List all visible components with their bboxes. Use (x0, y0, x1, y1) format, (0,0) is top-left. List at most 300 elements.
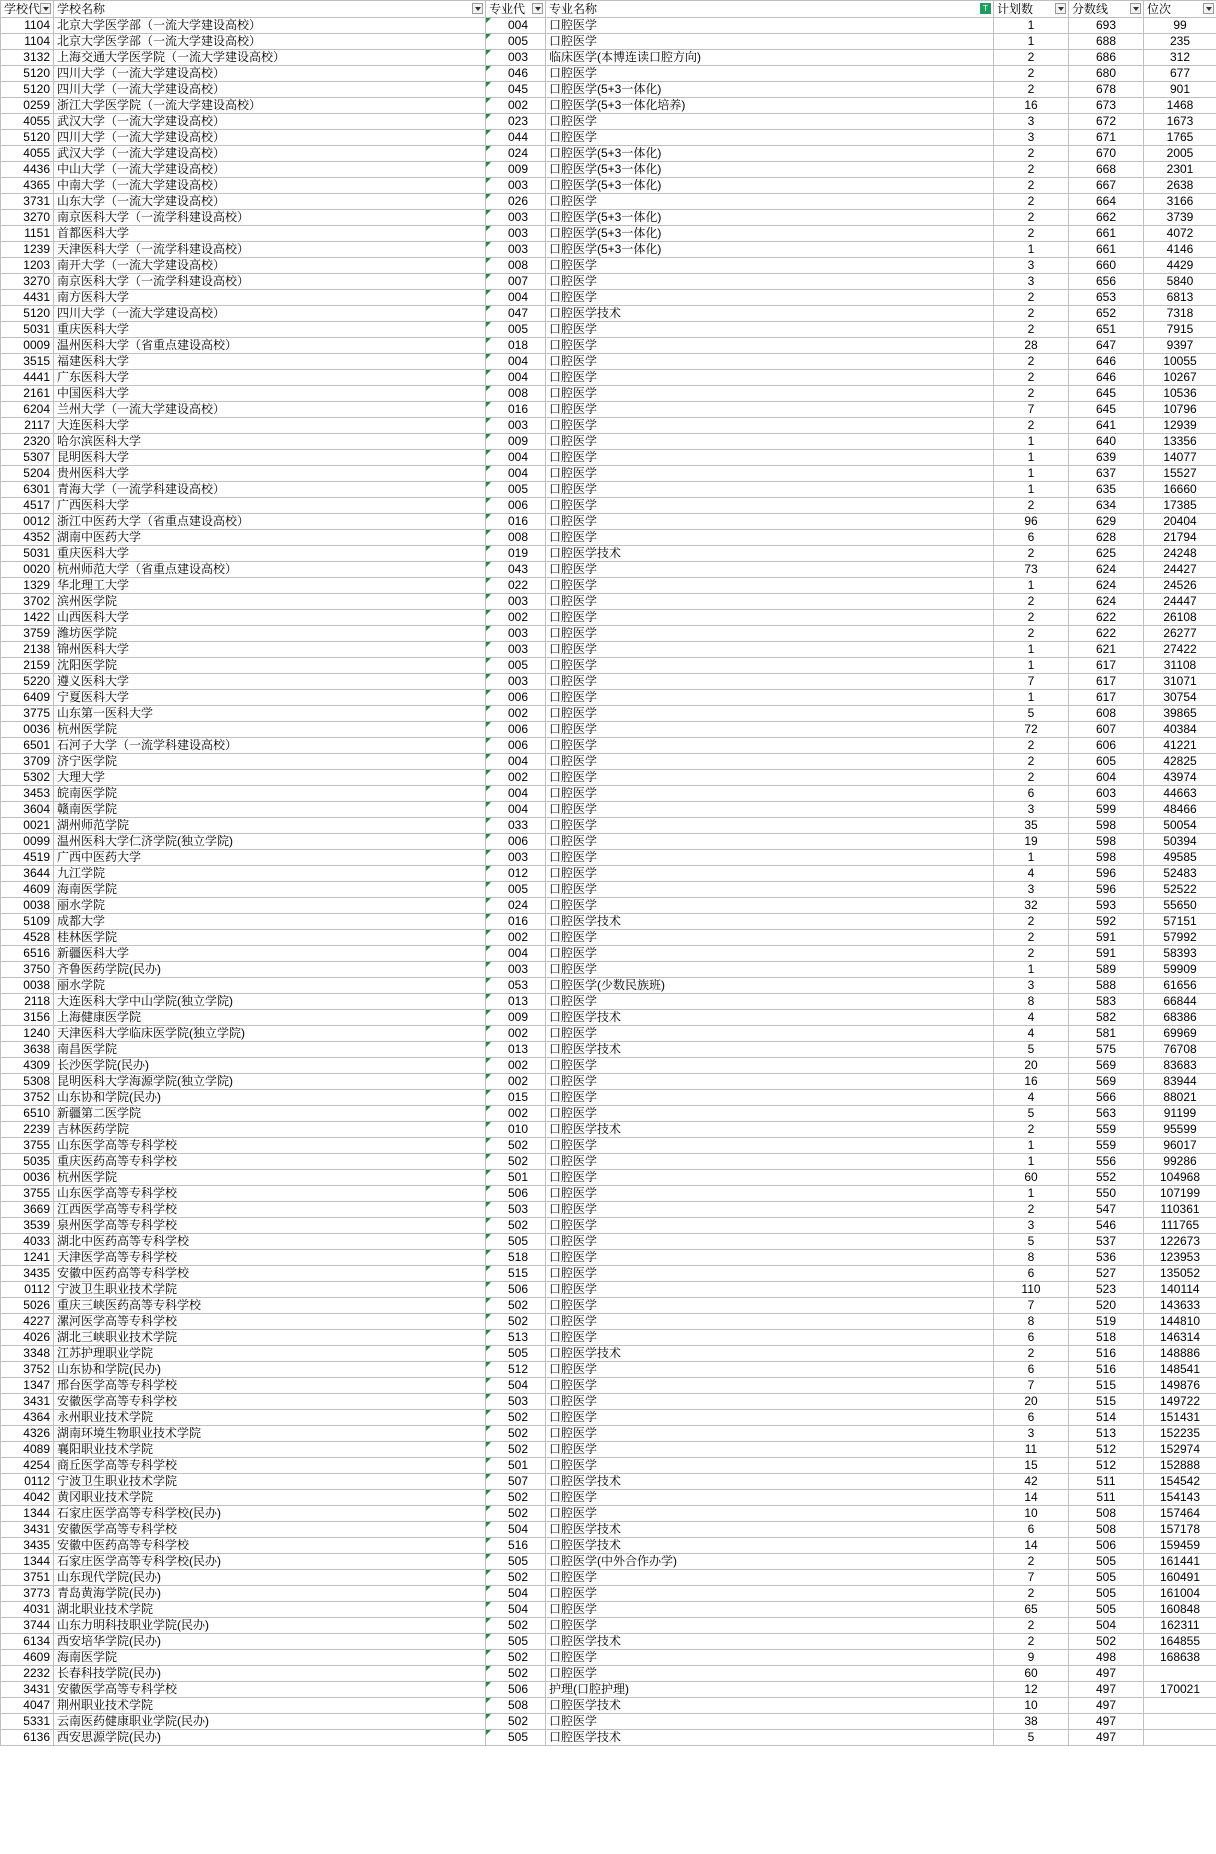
score-line-cell[interactable]: 511 (1069, 1490, 1144, 1506)
plan-count-cell[interactable]: 20 (994, 1394, 1069, 1410)
major-name-cell[interactable]: 护理(口腔护理) (546, 1682, 994, 1698)
plan-count-cell[interactable]: 4 (994, 1026, 1069, 1042)
major-name-cell[interactable]: 口腔医学 (546, 66, 994, 82)
score-line-cell[interactable]: 504 (1069, 1618, 1144, 1634)
rank-cell[interactable]: 50394 (1144, 834, 1216, 850)
major-code-cell[interactable]: 502 (486, 1714, 546, 1730)
plan-count-cell[interactable]: 1 (994, 962, 1069, 978)
major-code-cell[interactable]: 005 (486, 482, 546, 498)
major-name-cell[interactable]: 口腔医学 (546, 418, 994, 434)
school-name-cell[interactable]: 山东力明科技职业学院(民办) (54, 1618, 486, 1634)
rank-cell[interactable]: 61656 (1144, 978, 1216, 994)
school-name-cell[interactable]: 大连医科大学 (54, 418, 486, 434)
score-line-cell[interactable]: 634 (1069, 498, 1144, 514)
major-name-cell[interactable]: 口腔医学技术 (546, 1122, 994, 1138)
rank-cell[interactable]: 99286 (1144, 1154, 1216, 1170)
plan-count-cell[interactable]: 9 (994, 1650, 1069, 1666)
major-name-cell[interactable]: 口腔医学 (546, 1058, 994, 1074)
score-line-cell[interactable]: 693 (1069, 18, 1144, 34)
rank-cell[interactable]: 10267 (1144, 370, 1216, 386)
score-line-cell[interactable]: 647 (1069, 338, 1144, 354)
school-code-cell[interactable]: 0038 (1, 898, 54, 914)
plan-count-cell[interactable]: 1 (994, 1186, 1069, 1202)
major-code-cell[interactable]: 003 (486, 50, 546, 66)
plan-count-cell[interactable]: 72 (994, 722, 1069, 738)
major-name-cell[interactable]: 口腔医学 (546, 194, 994, 210)
school-name-cell[interactable]: 宁波卫生职业技术学院 (54, 1474, 486, 1490)
plan-count-cell[interactable]: 6 (994, 786, 1069, 802)
plan-count-cell[interactable]: 5 (994, 1106, 1069, 1122)
school-name-cell[interactable]: 山东医学高等专科学校 (54, 1138, 486, 1154)
school-code-cell[interactable]: 4431 (1, 290, 54, 306)
plan-count-cell[interactable]: 6 (994, 530, 1069, 546)
major-code-cell[interactable]: 003 (486, 850, 546, 866)
plan-count-cell[interactable]: 6 (994, 1410, 1069, 1426)
school-code-cell[interactable]: 2161 (1, 386, 54, 402)
major-code-cell[interactable]: 012 (486, 866, 546, 882)
school-name-cell[interactable]: 杭州医学院 (54, 722, 486, 738)
school-name-cell[interactable]: 上海健康医学院 (54, 1010, 486, 1026)
plan-count-cell[interactable]: 38 (994, 1714, 1069, 1730)
rank-cell[interactable]: 31108 (1144, 658, 1216, 674)
school-code-cell[interactable]: 1240 (1, 1026, 54, 1042)
school-code-cell[interactable]: 5120 (1, 66, 54, 82)
plan-count-cell[interactable]: 28 (994, 338, 1069, 354)
rank-cell[interactable]: 901 (1144, 82, 1216, 98)
school-name-cell[interactable]: 兰州大学（一流大学建设高校） (54, 402, 486, 418)
school-name-cell[interactable]: 中南大学（一流大学建设高校） (54, 178, 486, 194)
score-line-cell[interactable]: 672 (1069, 114, 1144, 130)
score-line-cell[interactable]: 651 (1069, 322, 1144, 338)
plan-count-cell[interactable]: 7 (994, 1378, 1069, 1394)
plan-count-cell[interactable]: 2 (994, 418, 1069, 434)
school-name-cell[interactable]: 北京大学医学部（一流大学建设高校） (54, 18, 486, 34)
score-line-cell[interactable]: 660 (1069, 258, 1144, 274)
school-name-cell[interactable]: 大理大学 (54, 770, 486, 786)
major-code-cell[interactable]: 505 (486, 1730, 546, 1746)
school-code-cell[interactable]: 1104 (1, 18, 54, 34)
school-code-cell[interactable]: 3752 (1, 1090, 54, 1106)
major-name-cell[interactable]: 口腔医学 (546, 1282, 994, 1298)
school-code-cell[interactable]: 3431 (1, 1394, 54, 1410)
major-name-cell[interactable]: 口腔医学 (546, 1378, 994, 1394)
plan-count-cell[interactable]: 20 (994, 1058, 1069, 1074)
score-line-cell[interactable]: 516 (1069, 1362, 1144, 1378)
plan-count-cell[interactable]: 2 (994, 178, 1069, 194)
school-name-cell[interactable]: 山东现代学院(民办) (54, 1570, 486, 1586)
school-name-cell[interactable]: 皖南医学院 (54, 786, 486, 802)
major-name-cell[interactable]: 口腔医学 (546, 898, 994, 914)
major-code-cell[interactable]: 502 (486, 1506, 546, 1522)
school-name-cell[interactable]: 湖州师范学院 (54, 818, 486, 834)
score-line-cell[interactable]: 598 (1069, 834, 1144, 850)
plan-count-cell[interactable]: 16 (994, 1074, 1069, 1090)
major-code-cell[interactable]: 023 (486, 114, 546, 130)
rank-cell[interactable]: 152888 (1144, 1458, 1216, 1474)
filter-dropdown-icon[interactable] (1055, 3, 1066, 14)
major-name-cell[interactable]: 口腔医学(5+3一体化) (546, 226, 994, 242)
plan-count-cell[interactable]: 8 (994, 994, 1069, 1010)
plan-count-cell[interactable]: 3 (994, 114, 1069, 130)
school-code-cell[interactable]: 3669 (1, 1202, 54, 1218)
rank-cell[interactable]: 152974 (1144, 1442, 1216, 1458)
major-name-cell[interactable]: 口腔医学 (546, 1330, 994, 1346)
rank-cell[interactable]: 152235 (1144, 1426, 1216, 1442)
major-code-cell[interactable]: 503 (486, 1202, 546, 1218)
school-code-cell[interactable]: 0099 (1, 834, 54, 850)
rank-cell[interactable]: 31071 (1144, 674, 1216, 690)
major-name-cell[interactable]: 口腔医学 (546, 818, 994, 834)
major-name-cell[interactable]: 口腔医学 (546, 770, 994, 786)
rank-cell[interactable]: 162311 (1144, 1618, 1216, 1634)
school-code-cell[interactable]: 4089 (1, 1442, 54, 1458)
plan-count-cell[interactable]: 2 (994, 1202, 1069, 1218)
major-code-cell[interactable]: 002 (486, 706, 546, 722)
major-code-cell[interactable]: 007 (486, 274, 546, 290)
major-name-cell[interactable]: 口腔医学 (546, 738, 994, 754)
school-name-cell[interactable]: 南昌医学院 (54, 1042, 486, 1058)
plan-count-cell[interactable]: 2 (994, 1586, 1069, 1602)
plan-count-cell[interactable]: 15 (994, 1458, 1069, 1474)
school-code-cell[interactable]: 4517 (1, 498, 54, 514)
plan-count-cell[interactable]: 5 (994, 1730, 1069, 1746)
major-name-cell[interactable]: 口腔医学 (546, 1090, 994, 1106)
major-code-cell[interactable]: 005 (486, 34, 546, 50)
school-name-cell[interactable]: 山东医学高等专科学校 (54, 1186, 486, 1202)
score-line-cell[interactable]: 589 (1069, 962, 1144, 978)
school-name-cell[interactable]: 赣南医学院 (54, 802, 486, 818)
score-line-cell[interactable]: 599 (1069, 802, 1144, 818)
school-code-cell[interactable]: 4326 (1, 1426, 54, 1442)
school-code-cell[interactable]: 3644 (1, 866, 54, 882)
score-line-cell[interactable]: 569 (1069, 1074, 1144, 1090)
major-name-cell[interactable]: 口腔医学(5+3一体化) (546, 82, 994, 98)
filter-dropdown-icon[interactable] (472, 3, 483, 14)
rank-cell[interactable]: 27422 (1144, 642, 1216, 658)
major-code-cell[interactable]: 046 (486, 66, 546, 82)
school-code-cell[interactable]: 4364 (1, 1410, 54, 1426)
rank-cell[interactable]: 148541 (1144, 1362, 1216, 1378)
rank-cell[interactable]: 2005 (1144, 146, 1216, 162)
major-name-cell[interactable]: 口腔医学 (546, 722, 994, 738)
plan-count-cell[interactable]: 1 (994, 450, 1069, 466)
school-code-cell[interactable]: 5026 (1, 1298, 54, 1314)
score-line-cell[interactable]: 668 (1069, 162, 1144, 178)
plan-count-cell[interactable]: 2 (994, 386, 1069, 402)
school-name-cell[interactable]: 泉州医学高等专科学校 (54, 1218, 486, 1234)
school-name-cell[interactable]: 武汉大学（一流大学建设高校） (54, 146, 486, 162)
school-name-cell[interactable]: 齐鲁医药学院(民办) (54, 962, 486, 978)
school-name-cell[interactable]: 江西医学高等专科学校 (54, 1202, 486, 1218)
rank-cell[interactable]: 88021 (1144, 1090, 1216, 1106)
rank-cell[interactable]: 104968 (1144, 1170, 1216, 1186)
score-line-cell[interactable]: 583 (1069, 994, 1144, 1010)
rank-cell[interactable]: 154542 (1144, 1474, 1216, 1490)
school-code-cell[interactable]: 2239 (1, 1122, 54, 1138)
major-code-cell[interactable]: 508 (486, 1698, 546, 1714)
rank-cell[interactable]: 49585 (1144, 850, 1216, 866)
score-line-cell[interactable]: 514 (1069, 1410, 1144, 1426)
major-code-cell[interactable]: 002 (486, 770, 546, 786)
school-name-cell[interactable]: 浙江中医药大学（省重点建设高校） (54, 514, 486, 530)
major-name-cell[interactable]: 口腔医学 (546, 850, 994, 866)
school-code-cell[interactable]: 4042 (1, 1490, 54, 1506)
rank-cell[interactable]: 44663 (1144, 786, 1216, 802)
rank-cell[interactable]: 144810 (1144, 1314, 1216, 1330)
school-name-cell[interactable]: 漯河医学高等专科学校 (54, 1314, 486, 1330)
major-name-cell[interactable]: 口腔医学 (546, 1602, 994, 1618)
major-code-cell[interactable]: 003 (486, 178, 546, 194)
school-name-cell[interactable]: 天津医科大学临床医学院(独立学院) (54, 1026, 486, 1042)
plan-count-cell[interactable]: 2 (994, 914, 1069, 930)
major-name-cell[interactable]: 口腔医学 (546, 1250, 994, 1266)
plan-count-cell[interactable]: 2 (994, 770, 1069, 786)
school-name-cell[interactable]: 华北理工大学 (54, 578, 486, 594)
school-code-cell[interactable]: 2117 (1, 418, 54, 434)
rank-cell[interactable]: 24427 (1144, 562, 1216, 578)
school-code-cell[interactable]: 3539 (1, 1218, 54, 1234)
plan-count-cell[interactable]: 2 (994, 194, 1069, 210)
plan-count-cell[interactable]: 3 (994, 802, 1069, 818)
major-name-cell[interactable]: 口腔医学 (546, 434, 994, 450)
school-name-cell[interactable]: 丽水学院 (54, 978, 486, 994)
score-line-cell[interactable]: 552 (1069, 1170, 1144, 1186)
score-line-cell[interactable]: 646 (1069, 370, 1144, 386)
plan-count-cell[interactable]: 3 (994, 978, 1069, 994)
plan-count-cell[interactable]: 2 (994, 146, 1069, 162)
school-name-cell[interactable]: 天津医科大学（一流学科建设高校） (54, 242, 486, 258)
school-code-cell[interactable]: 1344 (1, 1506, 54, 1522)
school-name-cell[interactable]: 锦州医科大学 (54, 642, 486, 658)
filter-dropdown-icon[interactable] (532, 3, 543, 14)
school-name-cell[interactable]: 重庆医科大学 (54, 322, 486, 338)
rank-cell[interactable] (1144, 1666, 1216, 1682)
school-name-cell[interactable]: 四川大学（一流大学建设高校） (54, 66, 486, 82)
rank-cell[interactable]: 4072 (1144, 226, 1216, 242)
major-name-cell[interactable]: 口腔医学 (546, 1586, 994, 1602)
school-code-cell[interactable]: 4528 (1, 930, 54, 946)
major-name-cell[interactable]: 口腔医学 (546, 322, 994, 338)
major-code-cell[interactable]: 506 (486, 1682, 546, 1698)
major-code-cell[interactable]: 002 (486, 98, 546, 114)
major-name-cell[interactable]: 口腔医学技术 (546, 1730, 994, 1746)
major-code-cell[interactable]: 502 (486, 1154, 546, 1170)
rank-cell[interactable]: 10796 (1144, 402, 1216, 418)
school-code-cell[interactable]: 1241 (1, 1250, 54, 1266)
school-code-cell[interactable]: 6510 (1, 1106, 54, 1122)
major-name-cell[interactable]: 口腔医学 (546, 1394, 994, 1410)
score-line-cell[interactable]: 598 (1069, 818, 1144, 834)
rank-cell[interactable]: 58393 (1144, 946, 1216, 962)
major-name-cell[interactable]: 口腔医学技术 (546, 1634, 994, 1650)
major-code-cell[interactable]: 043 (486, 562, 546, 578)
major-name-cell[interactable]: 口腔医学 (546, 1202, 994, 1218)
major-code-cell[interactable]: 002 (486, 1026, 546, 1042)
plan-count-cell[interactable]: 2 (994, 66, 1069, 82)
school-code-cell[interactable]: 3435 (1, 1266, 54, 1282)
school-code-cell[interactable]: 4047 (1, 1698, 54, 1714)
school-code-cell[interactable]: 2232 (1, 1666, 54, 1682)
school-code-cell[interactable]: 3638 (1, 1042, 54, 1058)
score-line-cell[interactable]: 519 (1069, 1314, 1144, 1330)
school-name-cell[interactable]: 长春科技学院(民办) (54, 1666, 486, 1682)
rank-cell[interactable]: 235 (1144, 34, 1216, 50)
school-name-cell[interactable]: 遵义医科大学 (54, 674, 486, 690)
major-name-cell[interactable]: 口腔医学 (546, 834, 994, 850)
rank-cell[interactable]: 83683 (1144, 1058, 1216, 1074)
school-code-cell[interactable]: 2118 (1, 994, 54, 1010)
rank-cell[interactable]: 149876 (1144, 1378, 1216, 1394)
major-name-cell[interactable]: 口腔医学 (546, 1666, 994, 1682)
school-code-cell[interactable]: 1347 (1, 1378, 54, 1394)
rank-cell[interactable]: 122673 (1144, 1234, 1216, 1250)
score-line-cell[interactable]: 629 (1069, 514, 1144, 530)
rank-cell[interactable]: 24248 (1144, 546, 1216, 562)
school-name-cell[interactable]: 南京医科大学（一流学科建设高校） (54, 210, 486, 226)
rank-cell[interactable]: 159459 (1144, 1538, 1216, 1554)
rank-cell[interactable]: 312 (1144, 50, 1216, 66)
school-name-cell[interactable]: 滨州医学院 (54, 594, 486, 610)
major-code-cell[interactable]: 502 (486, 1666, 546, 1682)
major-code-cell[interactable]: 015 (486, 1090, 546, 1106)
major-code-cell[interactable]: 006 (486, 738, 546, 754)
score-line-cell[interactable]: 664 (1069, 194, 1144, 210)
major-name-cell[interactable]: 口腔医学 (546, 1218, 994, 1234)
school-code-cell[interactable]: 4436 (1, 162, 54, 178)
rank-cell[interactable]: 50054 (1144, 818, 1216, 834)
major-code-cell[interactable]: 047 (486, 306, 546, 322)
score-line-cell[interactable]: 617 (1069, 658, 1144, 674)
rank-cell[interactable]: 107199 (1144, 1186, 1216, 1202)
major-name-cell[interactable]: 口腔医学 (546, 962, 994, 978)
major-name-cell[interactable]: 口腔医学 (546, 1506, 994, 1522)
school-name-cell[interactable]: 永州职业技术学院 (54, 1410, 486, 1426)
rank-cell[interactable]: 7915 (1144, 322, 1216, 338)
school-name-cell[interactable]: 西安培华学院(民办) (54, 1634, 486, 1650)
school-code-cell[interactable]: 4365 (1, 178, 54, 194)
major-code-cell[interactable]: 501 (486, 1170, 546, 1186)
plan-count-cell[interactable]: 1 (994, 850, 1069, 866)
major-name-cell[interactable]: 口腔医学 (546, 1266, 994, 1282)
plan-count-cell[interactable]: 2 (994, 354, 1069, 370)
major-code-cell[interactable]: 009 (486, 1010, 546, 1026)
score-line-cell[interactable]: 497 (1069, 1730, 1144, 1746)
school-code-cell[interactable]: 3156 (1, 1010, 54, 1026)
major-code-cell[interactable]: 502 (486, 1618, 546, 1634)
school-code-cell[interactable]: 3348 (1, 1346, 54, 1362)
major-name-cell[interactable]: 口腔医学 (546, 450, 994, 466)
plan-count-cell[interactable]: 6 (994, 1266, 1069, 1282)
rank-cell[interactable]: 96017 (1144, 1138, 1216, 1154)
major-name-cell[interactable]: 口腔医学 (546, 1570, 994, 1586)
major-name-cell[interactable]: 口腔医学技术 (546, 1010, 994, 1026)
school-name-cell[interactable]: 商丘医学高等专科学校 (54, 1458, 486, 1474)
school-code-cell[interactable]: 3752 (1, 1362, 54, 1378)
school-code-cell[interactable]: 0259 (1, 98, 54, 114)
school-name-cell[interactable]: 四川大学（一流大学建设高校） (54, 306, 486, 322)
plan-count-cell[interactable]: 2 (994, 1346, 1069, 1362)
school-name-cell[interactable]: 四川大学（一流大学建设高校） (54, 130, 486, 146)
rank-cell[interactable]: 99 (1144, 18, 1216, 34)
plan-count-cell[interactable]: 2 (994, 546, 1069, 562)
major-name-cell[interactable]: 口腔医学 (546, 370, 994, 386)
school-code-cell[interactable]: 0009 (1, 338, 54, 354)
major-code-cell[interactable]: 002 (486, 1074, 546, 1090)
plan-count-cell[interactable]: 1 (994, 1138, 1069, 1154)
plan-count-cell[interactable]: 7 (994, 1570, 1069, 1586)
major-name-cell[interactable]: 口腔医学 (546, 18, 994, 34)
school-code-cell[interactable]: 0021 (1, 818, 54, 834)
major-code-cell[interactable]: 016 (486, 514, 546, 530)
major-code-cell[interactable]: 002 (486, 610, 546, 626)
score-line-cell[interactable]: 512 (1069, 1442, 1144, 1458)
major-name-cell[interactable]: 口腔医学 (546, 290, 994, 306)
school-code-cell[interactable]: 3431 (1, 1682, 54, 1698)
plan-count-cell[interactable]: 5 (994, 1234, 1069, 1250)
plan-count-cell[interactable]: 12 (994, 1682, 1069, 1698)
school-code-cell[interactable]: 3702 (1, 594, 54, 610)
school-code-cell[interactable]: 3750 (1, 962, 54, 978)
major-name-cell[interactable]: 口腔医学(5+3一体化) (546, 242, 994, 258)
major-code-cell[interactable]: 003 (486, 242, 546, 258)
school-name-cell[interactable]: 杭州师范大学（省重点建设高校） (54, 562, 486, 578)
major-name-cell[interactable]: 口腔医学(中外合作办学) (546, 1554, 994, 1570)
rank-cell[interactable]: 13356 (1144, 434, 1216, 450)
score-line-cell[interactable]: 515 (1069, 1378, 1144, 1394)
plan-count-cell[interactable]: 2 (994, 594, 1069, 610)
school-name-cell[interactable]: 潍坊医学院 (54, 626, 486, 642)
plan-count-cell[interactable]: 3 (994, 130, 1069, 146)
school-name-cell[interactable]: 山东协和学院(民办) (54, 1090, 486, 1106)
school-code-cell[interactable]: 1329 (1, 578, 54, 594)
major-code-cell[interactable]: 005 (486, 322, 546, 338)
school-code-cell[interactable]: 6301 (1, 482, 54, 498)
major-name-cell[interactable]: 口腔医学技术 (546, 546, 994, 562)
plan-count-cell[interactable]: 2 (994, 930, 1069, 946)
plan-count-cell[interactable]: 2 (994, 82, 1069, 98)
major-name-cell[interactable]: 口腔医学 (546, 498, 994, 514)
school-name-cell[interactable]: 山西医科大学 (54, 610, 486, 626)
major-code-cell[interactable]: 016 (486, 914, 546, 930)
plan-count-cell[interactable]: 4 (994, 1090, 1069, 1106)
rank-cell[interactable]: 170021 (1144, 1682, 1216, 1698)
school-code-cell[interactable]: 5120 (1, 130, 54, 146)
school-code-cell[interactable]: 0036 (1, 1170, 54, 1186)
school-name-cell[interactable]: 哈尔滨医科大学 (54, 434, 486, 450)
school-code-cell[interactable]: 4352 (1, 530, 54, 546)
plan-count-cell[interactable]: 60 (994, 1666, 1069, 1682)
school-name-cell[interactable]: 浙江大学医学院（一流大学建设高校） (54, 98, 486, 114)
major-name-cell[interactable]: 口腔医学 (546, 1362, 994, 1378)
major-code-cell[interactable]: 513 (486, 1330, 546, 1346)
major-name-cell[interactable]: 口腔医学 (546, 466, 994, 482)
major-name-cell[interactable]: 口腔医学 (546, 338, 994, 354)
school-code-cell[interactable]: 6134 (1, 1634, 54, 1650)
rank-cell[interactable]: 57151 (1144, 914, 1216, 930)
rank-cell[interactable]: 9397 (1144, 338, 1216, 354)
major-name-cell[interactable]: 口腔医学(5+3一体化) (546, 162, 994, 178)
rank-cell[interactable]: 17385 (1144, 498, 1216, 514)
major-code-cell[interactable]: 004 (486, 786, 546, 802)
school-name-cell[interactable]: 湖北职业技术学院 (54, 1602, 486, 1618)
school-code-cell[interactable]: 4309 (1, 1058, 54, 1074)
school-name-cell[interactable]: 桂林医学院 (54, 930, 486, 946)
score-line-cell[interactable]: 661 (1069, 226, 1144, 242)
major-name-cell[interactable]: 口腔医学技术 (546, 1698, 994, 1714)
score-line-cell[interactable]: 605 (1069, 754, 1144, 770)
plan-count-cell[interactable]: 73 (994, 562, 1069, 578)
school-name-cell[interactable]: 新疆第二医学院 (54, 1106, 486, 1122)
